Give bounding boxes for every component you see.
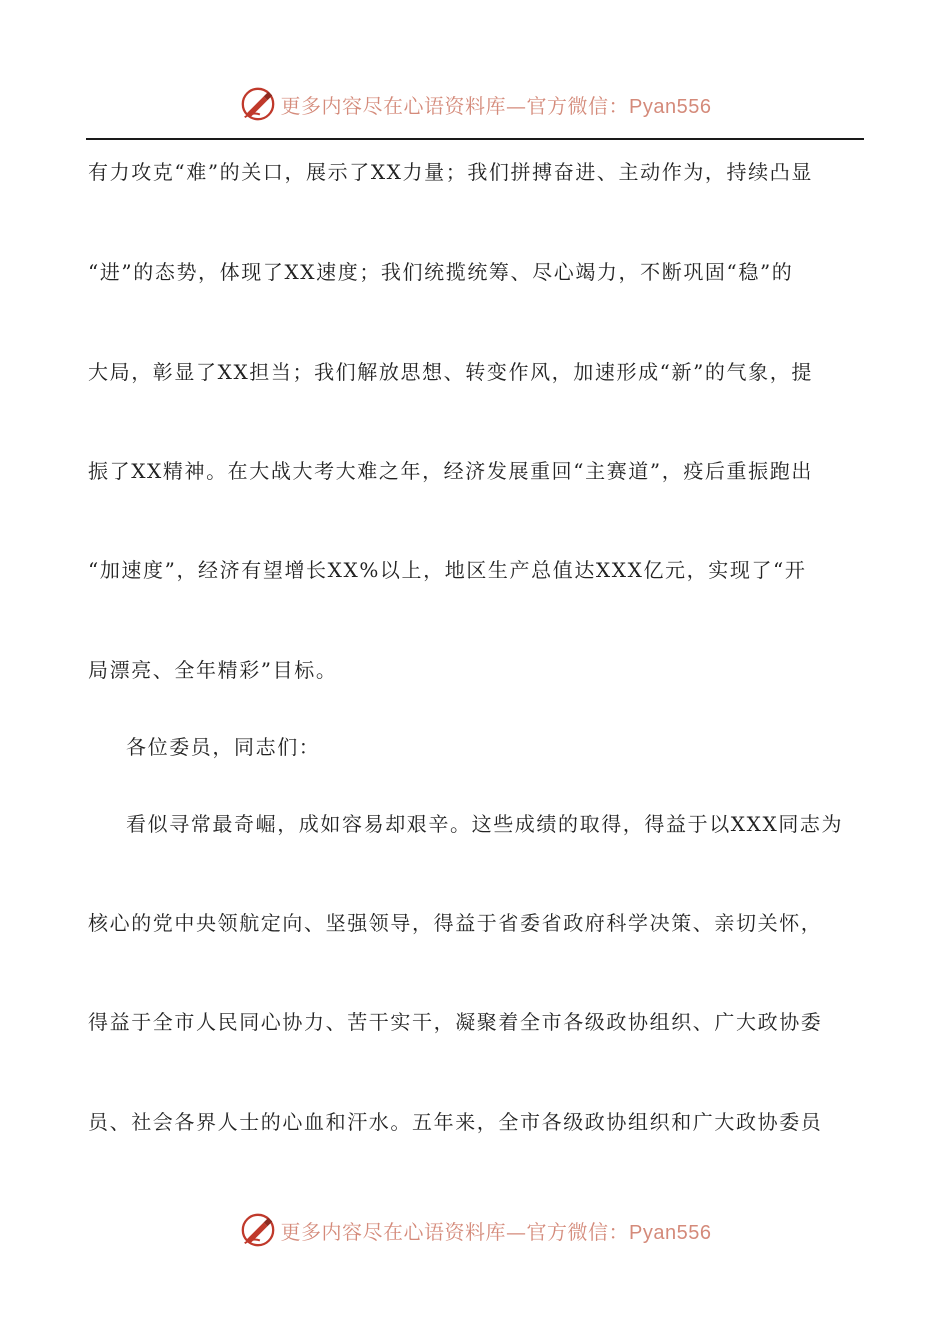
header-banner bbox=[0, 82, 950, 126]
body-line: 局漂亮、全年精彩”目标。 bbox=[88, 658, 338, 682]
body-line: 看似寻常最奇崛，成如容易却艰辛。这些成绩的取得，得益于以XXX同志为 bbox=[126, 812, 844, 836]
footer-banner bbox=[0, 1208, 950, 1252]
body-line: 得益于全市人民同心协力、苦干实干，凝聚着全市各级政协组织、广大政协委 bbox=[88, 1010, 823, 1034]
pen-logo-icon bbox=[239, 85, 277, 123]
footer-banner-text: 更多内容尽在心语资料库—官方微信：Pyan556 bbox=[280, 1219, 712, 1244]
footer-wechat-id: Pyan556 bbox=[629, 1221, 712, 1244]
header-banner-text: 更多内容尽在心语资料库—官方微信：Pyan556 bbox=[280, 93, 712, 118]
body-line: 有力攻克“难”的关口，展示了XX力量；我们拼搏奋进、主动作为，持续凸显 bbox=[88, 160, 813, 184]
body-line-salutation: 各位委员，同志们： bbox=[126, 735, 321, 759]
body-line: 核心的党中央领航定向、坚强领导，得益于省委省政府科学决策、亲切关怀， bbox=[88, 911, 823, 935]
body-line: 员、社会各界人士的心血和汗水。五年来，全市各级政协组织和广大政协委员 bbox=[88, 1110, 823, 1134]
body-line: “进”的态势，体现了XX速度；我们统揽统筹、尽心竭力，不断巩固“稳”的 bbox=[88, 260, 794, 284]
header-divider bbox=[86, 138, 864, 140]
body-line: “加速度”，经济有望增长XX%以上，地区生产总值达XXX亿元，实现了“开 bbox=[88, 558, 807, 582]
header-wechat-id: Pyan556 bbox=[629, 95, 712, 118]
body-line: 大局，彰显了XX担当；我们解放思想、转变作风，加速形成“新”的气象，提 bbox=[88, 360, 813, 384]
pen-logo-icon bbox=[239, 1211, 277, 1249]
body-line: 振了XX精神。在大战大考大难之年，经济发展重回“主赛道”，疫后重振跑出 bbox=[88, 459, 813, 483]
